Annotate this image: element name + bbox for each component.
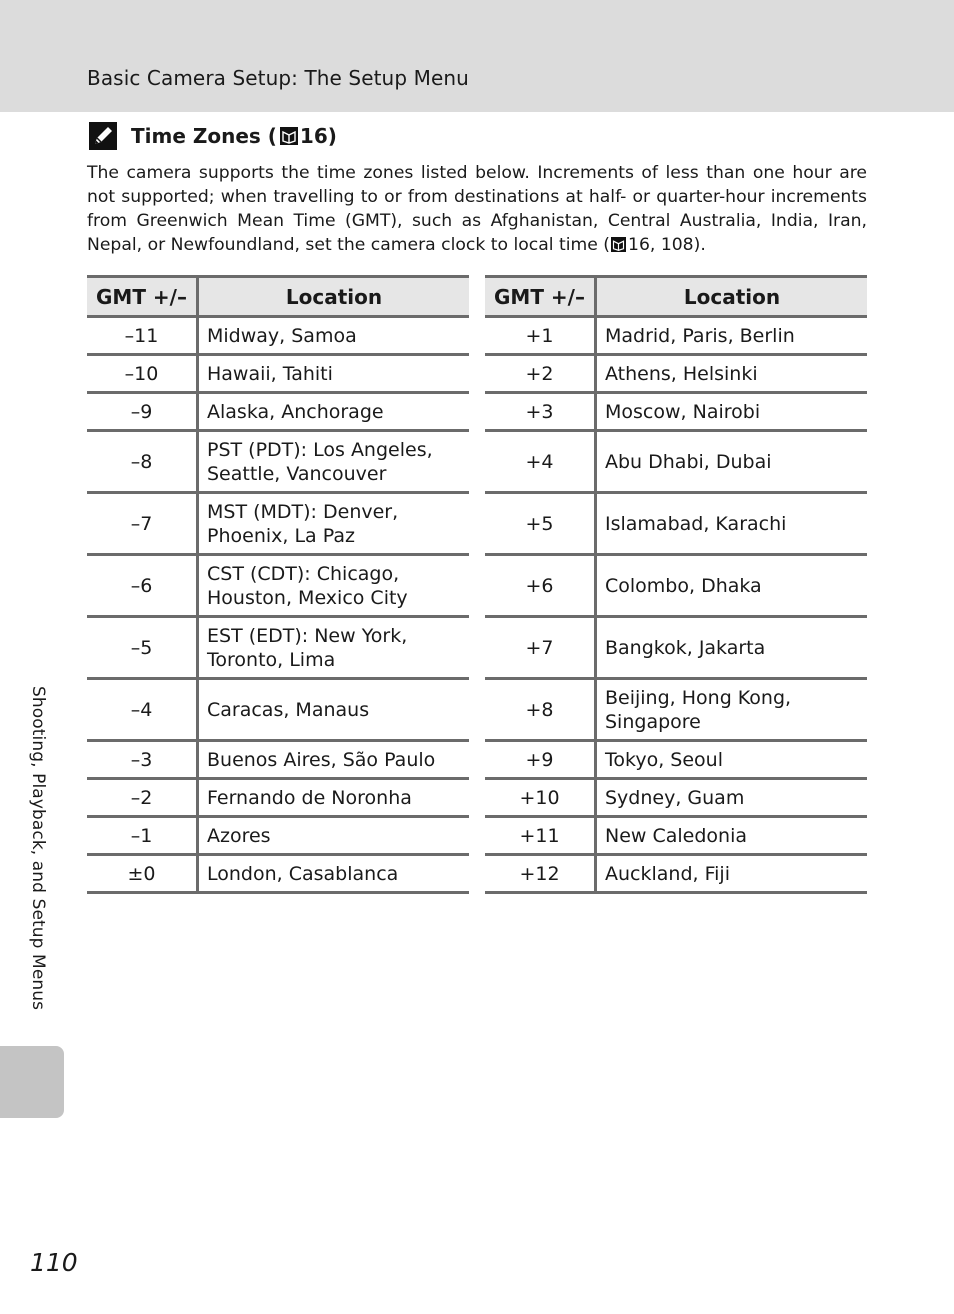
column-header-location: Location	[198, 277, 470, 317]
intro-text: The camera supports the time zones listed below. Increments of less than one hour are not supported; when travelling to or from destinations at half- or quarter-hour increments from Greenwich Mean Time (GMT), such as Afghanistan, Central Australia, India, Iran, Nepal, or Newfoundland, set the camera clock to local time (	[87, 163, 867, 255]
table-row	[87, 493, 469, 555]
location-cell: Athens, Helsinki	[596, 355, 868, 393]
section-heading-ref: 16)	[299, 124, 337, 148]
location-cell: CST (CDT): Chicago, Houston, Mexico City	[198, 555, 470, 617]
location-cell: MST (MDT): Denver, Phoenix, La Paz	[198, 493, 470, 555]
location-cell: Abu Dhabi, Dubai	[596, 431, 868, 493]
gmt-offset-cell: –10	[87, 355, 198, 393]
section-heading	[131, 124, 337, 148]
location-cell: PST (PDT): Los Angeles, Seattle, Vancouver	[198, 431, 470, 493]
location-cell: Alaska, Anchorage	[198, 393, 470, 431]
gmt-offset-cell: +4	[485, 431, 596, 493]
gmt-offset-cell: –8	[87, 431, 198, 493]
table-row	[485, 779, 867, 817]
header-band	[0, 0, 954, 112]
gmt-offset-cell: +12	[485, 855, 596, 893]
table-row	[485, 317, 867, 355]
table-row	[485, 817, 867, 855]
location-cell: Moscow, Nairobi	[596, 393, 868, 431]
gmt-offset-cell: –1	[87, 817, 198, 855]
intro-ref-pages: 16, 108).	[628, 235, 706, 255]
table-row	[87, 317, 469, 355]
table-row	[485, 617, 867, 679]
gmt-offset-cell: +10	[485, 779, 596, 817]
location-cell: Bangkok, Jakarta	[596, 617, 868, 679]
intro-paragraph	[87, 161, 867, 257]
section-heading-label: Time Zones (	[131, 124, 277, 148]
table-row	[87, 741, 469, 779]
gmt-offset-cell: +3	[485, 393, 596, 431]
table-row	[87, 855, 469, 893]
location-cell: London, Casablanca	[198, 855, 470, 893]
gmt-offset-cell: –7	[87, 493, 198, 555]
gmt-offset-cell: +9	[485, 741, 596, 779]
page-number: 110	[30, 1248, 78, 1277]
pencil-note-icon	[89, 122, 117, 150]
location-cell: Beijing, Hong Kong, Singapore	[596, 679, 868, 741]
gmt-offset-cell: –3	[87, 741, 198, 779]
table-row	[87, 393, 469, 431]
page-reference-icon	[611, 237, 626, 252]
location-cell: Colombo, Dhaka	[596, 555, 868, 617]
time-zone-table-left	[87, 275, 469, 894]
table-row	[485, 493, 867, 555]
time-zone-table-right	[485, 275, 867, 894]
gmt-offset-cell: –6	[87, 555, 198, 617]
gmt-offset-cell: +11	[485, 817, 596, 855]
location-cell: Azores	[198, 817, 470, 855]
gmt-offset-cell: +2	[485, 355, 596, 393]
table-row	[485, 431, 867, 493]
gmt-offset-cell: –4	[87, 679, 198, 741]
location-cell: Midway, Samoa	[198, 317, 470, 355]
table-row	[485, 555, 867, 617]
table-row	[87, 617, 469, 679]
column-header-gmt: GMT +/–	[485, 277, 596, 317]
gmt-offset-cell: –9	[87, 393, 198, 431]
table-row	[87, 679, 469, 741]
table-row	[485, 741, 867, 779]
gmt-offset-cell: +6	[485, 555, 596, 617]
chapter-thumb-tab	[0, 1046, 64, 1118]
table-row	[485, 679, 867, 741]
gmt-offset-cell: +1	[485, 317, 596, 355]
location-cell: Tokyo, Seoul	[596, 741, 868, 779]
table-row	[87, 555, 469, 617]
location-cell: Caracas, Manaus	[198, 679, 470, 741]
chapter-side-label: Shooting, Playback, and Setup Menus	[28, 686, 48, 1011]
table-row	[87, 355, 469, 393]
table-row	[87, 779, 469, 817]
gmt-offset-cell: ±0	[87, 855, 198, 893]
location-cell: Buenos Aires, São Paulo	[198, 741, 470, 779]
location-cell: Fernando de Noronha	[198, 779, 470, 817]
gmt-offset-cell: +8	[485, 679, 596, 741]
gmt-offset-cell: +5	[485, 493, 596, 555]
table-row	[87, 817, 469, 855]
page-reference-icon	[280, 127, 298, 145]
location-cell: Auckland, Fiji	[596, 855, 868, 893]
gmt-offset-cell: –11	[87, 317, 198, 355]
table-row	[485, 855, 867, 893]
table-row	[485, 393, 867, 431]
location-cell: Sydney, Guam	[596, 779, 868, 817]
location-cell: Hawaii, Tahiti	[198, 355, 470, 393]
column-header-gmt: GMT +/–	[87, 277, 198, 317]
table-row	[485, 355, 867, 393]
page-header-title: Basic Camera Setup: The Setup Menu	[87, 66, 469, 90]
gmt-offset-cell: –5	[87, 617, 198, 679]
table-row	[87, 431, 469, 493]
location-cell: New Caledonia	[596, 817, 868, 855]
location-cell: EST (EDT): New York, Toronto, Lima	[198, 617, 470, 679]
gmt-offset-cell: –2	[87, 779, 198, 817]
column-header-location: Location	[596, 277, 868, 317]
gmt-offset-cell: +7	[485, 617, 596, 679]
location-cell: Madrid, Paris, Berlin	[596, 317, 868, 355]
location-cell: Islamabad, Karachi	[596, 493, 868, 555]
